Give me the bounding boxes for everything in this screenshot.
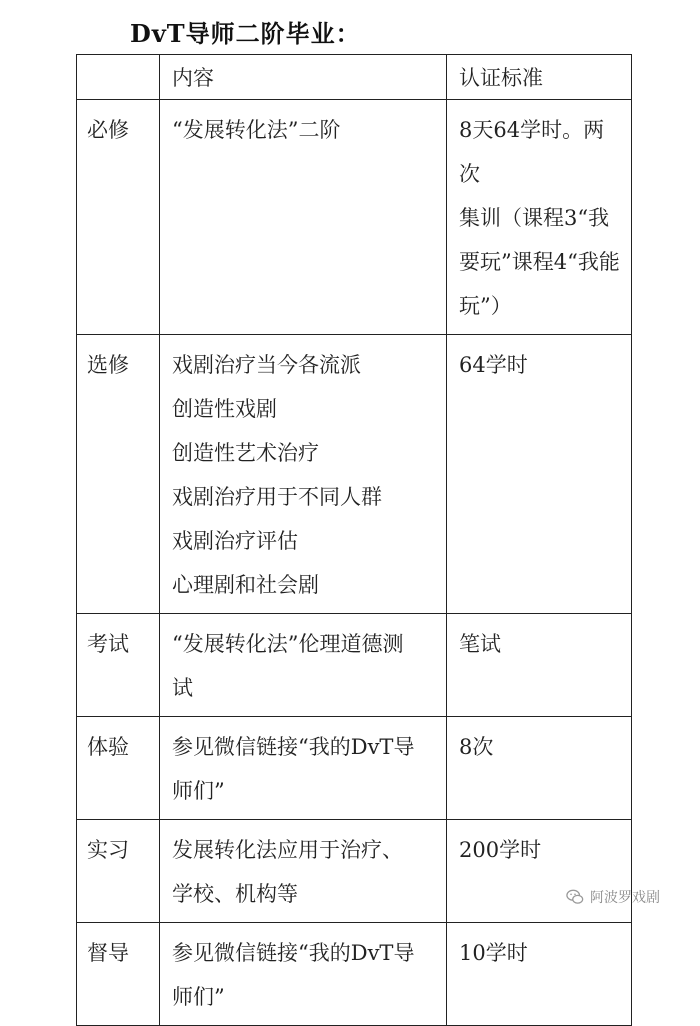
row-content — [160, 923, 447, 1026]
header-cell-standard: 认证标准 — [447, 55, 632, 100]
table-row — [77, 335, 632, 614]
row-standard — [447, 614, 632, 717]
content-line: 学校、机构等 — [172, 882, 298, 906]
table-row — [77, 820, 632, 923]
row-content — [160, 717, 447, 820]
row-category: 督导 — [77, 923, 160, 1026]
wechat-icon — [566, 888, 584, 906]
content-line: 师们” — [172, 985, 225, 1009]
table-row — [77, 100, 632, 335]
content-line: 参见微信链接“我的DvT导 — [172, 735, 415, 759]
content-line: 戏剧治疗用于不同人群 — [172, 485, 382, 509]
standard-line: 64学时 — [459, 353, 528, 377]
standard-line: 笔试 — [459, 632, 501, 656]
table-header-row — [77, 55, 632, 100]
standard-line: 8次 — [459, 735, 494, 759]
standard-line: 10学时 — [459, 941, 528, 965]
watermark — [566, 887, 660, 907]
standard-line: 玩”） — [459, 294, 512, 318]
content-line: “发展转化法”二阶 — [172, 118, 341, 142]
content-line: 创造性艺术治疗 — [172, 441, 319, 465]
row-content — [160, 100, 447, 335]
standard-line: 8天64学时。两次 — [459, 118, 605, 186]
row-category: 实习 — [77, 820, 160, 923]
content-line: 发展转化法应用于治疗、 — [172, 838, 403, 862]
row-standard — [447, 100, 632, 335]
row-category: 考试 — [77, 614, 160, 717]
content-line: 戏剧治疗评估 — [172, 529, 298, 553]
row-content — [160, 614, 447, 717]
row-standard — [447, 923, 632, 1026]
content-line: “发展转化法”伦理道德测 — [172, 632, 404, 656]
header-cell-content: 内容 — [160, 55, 447, 100]
row-category: 体验 — [77, 717, 160, 820]
content-line: 试 — [172, 676, 193, 700]
content-line: 参见微信链接“我的DvT导 — [172, 941, 415, 965]
table-row — [77, 614, 632, 717]
row-standard — [447, 820, 632, 923]
certification-table — [76, 54, 632, 1026]
table-row — [77, 717, 632, 820]
content-line: 师们” — [172, 779, 225, 803]
standard-line: 200学时 — [459, 838, 542, 862]
content-line: 创造性戏剧 — [172, 397, 277, 421]
row-content — [160, 335, 447, 614]
standard-line: 要玩”课程4“我能 — [459, 250, 620, 274]
page-title: DvT导师二阶毕业： — [130, 19, 361, 48]
watermark-text: 阿波罗戏剧 — [590, 890, 660, 906]
standard-line: 集训（课程3“我 — [459, 206, 610, 230]
row-category: 选修 — [77, 335, 160, 614]
row-standard — [447, 335, 632, 614]
row-content — [160, 820, 447, 923]
header-cell-category — [77, 55, 160, 100]
row-standard — [447, 717, 632, 820]
row-category: 必修 — [77, 100, 160, 335]
content-line: 戏剧治疗当今各流派 — [172, 353, 361, 377]
table-row — [77, 923, 632, 1026]
content-line: 心理剧和社会剧 — [172, 573, 319, 597]
